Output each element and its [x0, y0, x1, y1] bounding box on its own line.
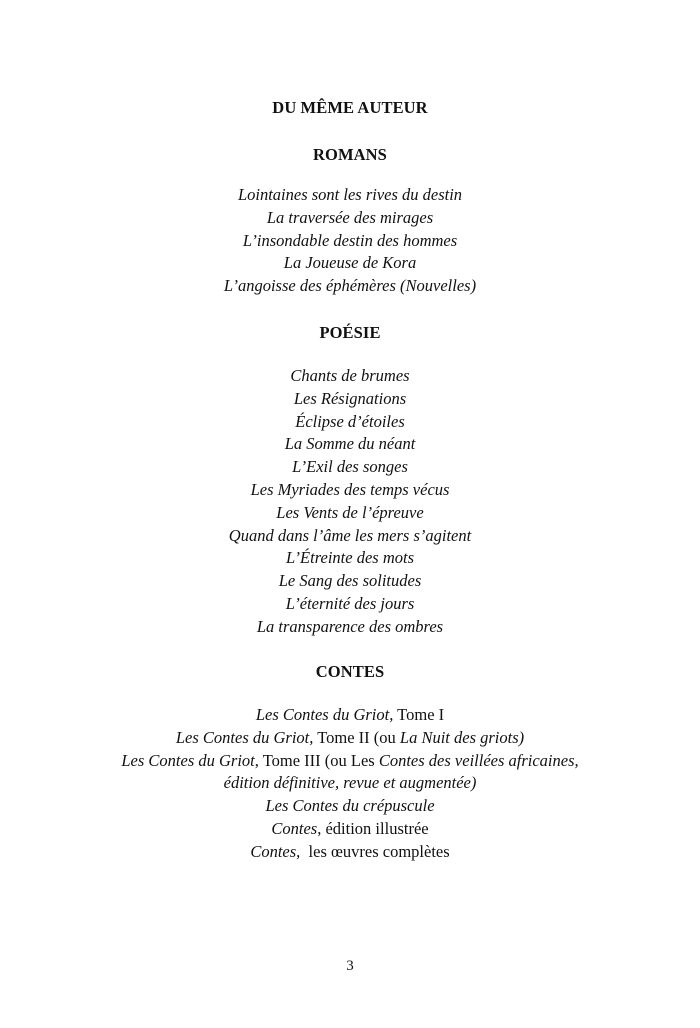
- romans-list: [0, 184, 700, 298]
- work-title: Les Contes du Griot: [121, 750, 255, 770]
- work-title: Les Contes du Griot,: [255, 705, 394, 724]
- section-heading-poesie: POÉSIE: [319, 323, 381, 342]
- list-item: [0, 704, 700, 727]
- work-detail: , édition illustrée: [317, 818, 429, 838]
- work-detail: , Tome III (ou Les: [254, 750, 379, 770]
- contes-list: [0, 704, 700, 864]
- list-item: La Joueuse de Kora: [283, 253, 417, 273]
- page-number: 3: [346, 958, 354, 974]
- work-detail: les œuvres complètes: [300, 841, 450, 861]
- work-alt-title: Contes des veillées africaines,: [378, 750, 579, 770]
- work-title: Contes,: [250, 841, 301, 861]
- list-item: Éclipse d’étoiles: [295, 411, 405, 431]
- work-title: Contes: [271, 818, 318, 838]
- list-item: Lointaines sont les rives du destin: [237, 185, 463, 204]
- list-item: Les Vents de l’épreuve: [276, 502, 424, 522]
- list-item-continuation: édition définitive, revue et augmentée): [223, 773, 477, 793]
- list-item: La traversée des mirages: [266, 207, 434, 227]
- list-item: [0, 818, 700, 841]
- section-heading-romans: ROMANS: [313, 145, 387, 164]
- list-item: L’insondable destin des hommes: [242, 230, 458, 250]
- list-item: [0, 750, 700, 773]
- list-item: Les Résignations: [293, 388, 407, 408]
- list-item: L’angoisse des éphémères (Nouvelles): [223, 276, 477, 296]
- work-detail: Tome II (ou: [313, 727, 400, 747]
- work-title: Les Contes du Griot,: [175, 727, 314, 747]
- work-alt-title: La Nuit des griots): [399, 727, 525, 747]
- list-item: [0, 727, 700, 750]
- list-item: [0, 841, 700, 864]
- page-header: DU MÊME AUTEUR: [272, 98, 428, 117]
- list-item: Chants de brumes: [290, 366, 410, 385]
- section-heading-contes: CONTES: [315, 662, 385, 681]
- list-item: L’Étreinte des mots: [285, 548, 414, 568]
- poesie-list: [0, 365, 700, 639]
- list-item: Le Sang des solitudes: [278, 571, 422, 591]
- list-item: Quand dans l’âme les mers s’agitent: [228, 525, 472, 545]
- list-item: La transparence des ombres: [256, 616, 444, 636]
- work-detail: Tome I: [393, 705, 445, 724]
- list-item: L’Exil des songes: [292, 457, 408, 477]
- list-item: L’éternité des jours: [285, 593, 415, 613]
- list-item: Les Myriades des temps vécus: [250, 479, 450, 499]
- list-item: La Somme du néant: [284, 434, 416, 454]
- list-item: Les Contes du crépuscule: [265, 796, 435, 816]
